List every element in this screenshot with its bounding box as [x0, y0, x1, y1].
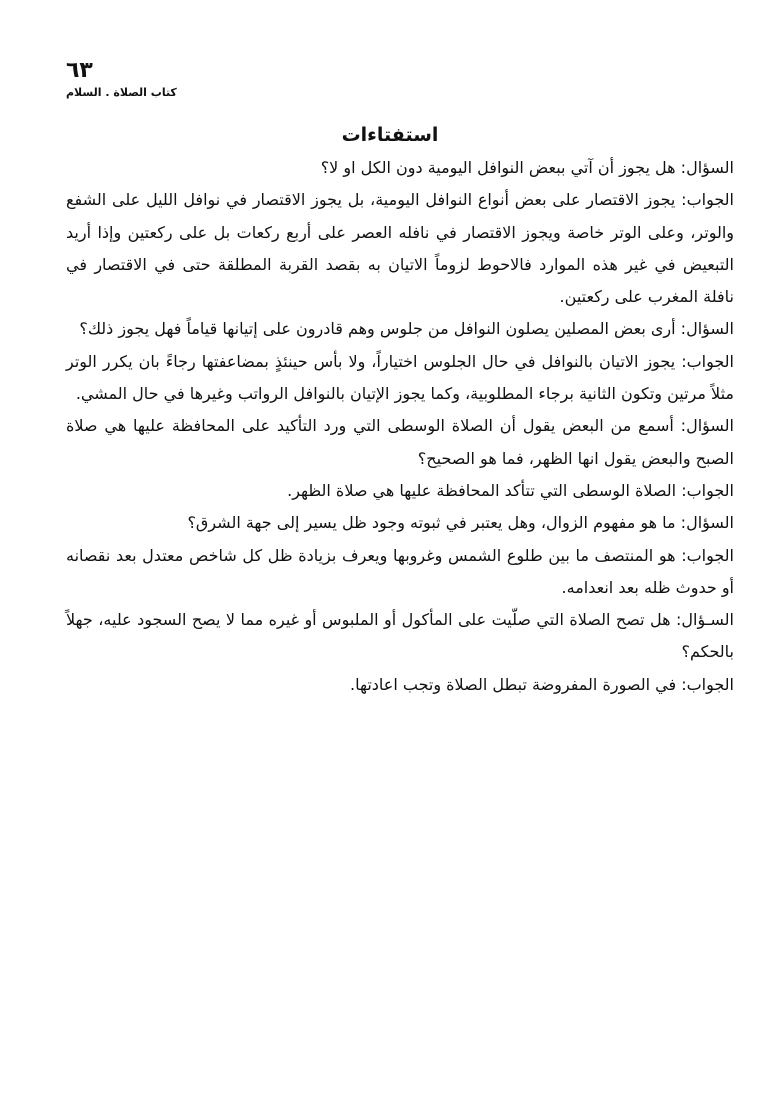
page-number: ٦٣ [66, 58, 93, 83]
question-5: السـؤال: هل تصح الصلاة التي صلّيت على المأكول أو الملبوس أو غيره مما لا يصح السجود عليه، جهلاً بالحكم؟ [66, 610, 734, 662]
question-3: السؤال: أسمع من البعض يقول أن الصلاة الوسطى التي ورد التأكيد على المحافظة عليها هي صلاة الصبح والبعض يقول انها الظهر، فما هو الصحيح؟ [66, 416, 734, 468]
question-1: السؤال: هل يجوز أن آتي ببعض النوافل اليومية دون الكل او لا؟ [320, 158, 734, 177]
body-text [66, 152, 734, 701]
answer-3: الجواب: الصلاة الوسطى التي تتأكد المحافظة عليها هي صلاة الظهر. [287, 480, 734, 500]
answer-5: الجواب: في الصورة المفروضة تبطل الصلاة وتجب اعادتها. [350, 674, 734, 694]
answer-2: الجواب: يجوز الاتيان بالنوافل في حال الجلوس اختياراً، ولا بأس حينئذٍ بمضاعفتها رجاءً بان يكرر الوتر مثلاً مرتين وتكون الثانية برجاء المطلوبية، وكما يجوز الإتيان بالنوافل الرواتب وغيرها في حال المشي. [66, 351, 734, 404]
question-2: السؤال: أرى بعض المصلين يصلون النوافل من جلوس وهم قادرون على إتيانها قياماً فهل يجوز ذلك؟ [79, 319, 734, 339]
running-head: كتاب الصلاة . السلام [66, 86, 177, 99]
question-4: السؤال: ما هو مفهوم الزوال، وهل يعتبر في ثبوته وجود ظل يسير إلى جهة الشرق؟ [187, 513, 734, 533]
section-title: استفتاءات [341, 124, 439, 146]
answer-1: الجواب: يجوز الاقتصار على بعض أنواع النوافل اليومية، بل يجوز الاقتصار في نوافل الليل على الشفع والوتر، وعلى الوتر خاصة ويجوز الاقتصار في نافله العصر على أربع ركعات بل على ركعتين وإذا أريد التبعيض في غير هذه الموارد فالاحوط لزوماً الاتيان به بقصد القربة المطلقة حتى في الاقتصار في نافلة المغرب على ركعتين. [66, 190, 734, 307]
answer-4: الجواب: هو المنتصف ما بين طلوع الشمس وغروبها ويعرف بزيادة ظل كل شاخص معتدل بعد نقصانه أو حدوث ظله بعد انعدامه. [66, 545, 734, 597]
page-header [66, 58, 177, 99]
